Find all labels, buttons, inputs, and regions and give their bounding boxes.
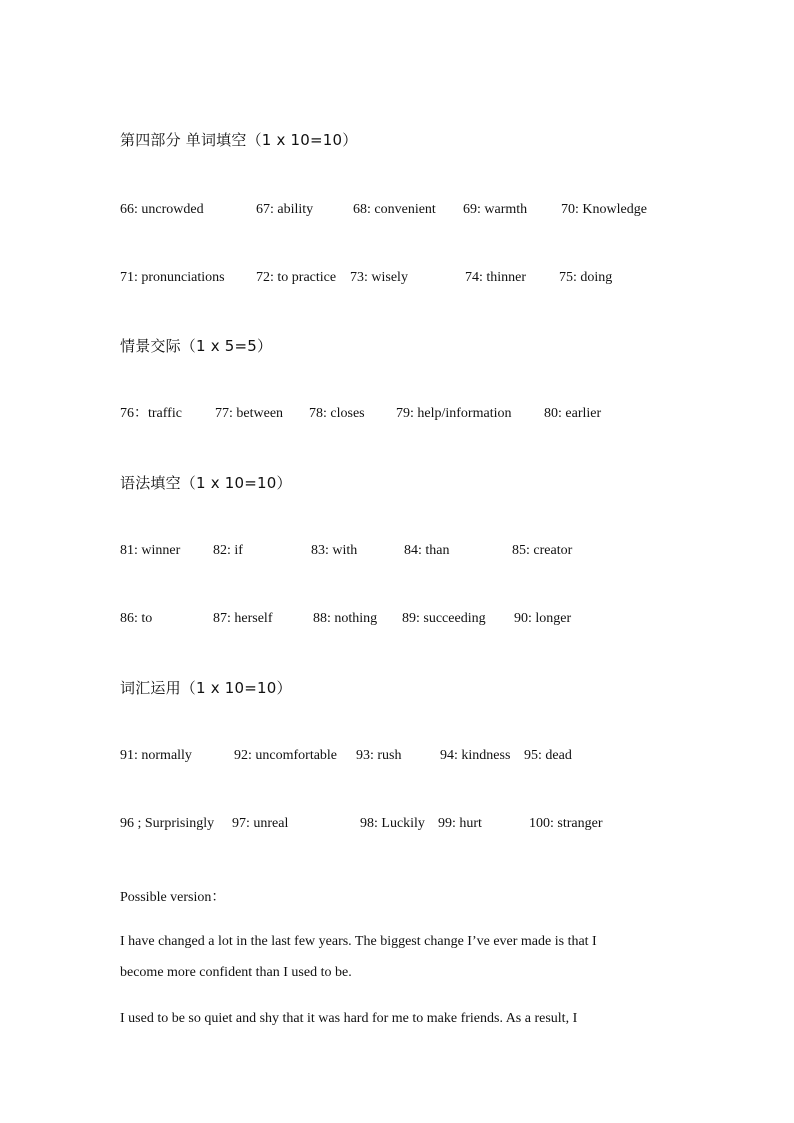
answer-79: 79: help/information (396, 406, 512, 421)
answer-85: 85: creator (512, 543, 573, 558)
answer-68: 68: convenient (353, 202, 436, 217)
answer-87: 87: herself (213, 611, 273, 626)
answer-75: 75: doing (559, 270, 613, 285)
answer-74: 74: thinner (465, 270, 527, 285)
answer-69: 69: warmth (463, 202, 528, 217)
answer-91: 91: normally (120, 748, 192, 763)
answer-90: 90: longer (514, 611, 572, 626)
answer-84: 84: than (404, 543, 450, 558)
essay-line-1: I have changed a lot in the last few years. The biggest change I’ve ever made is that I (120, 934, 597, 949)
essay-line-2: become more confident than I used to be. (120, 965, 352, 980)
answer-95: 95: dead (524, 748, 572, 763)
answer-82: 82: if (213, 543, 243, 558)
answer-73: 73: wisely (350, 270, 408, 285)
answer-67: 67: ability (256, 202, 314, 217)
answer-88: 88: nothing (313, 611, 378, 626)
grammar-heading: 语法填空（1 x 10=10） (120, 474, 292, 492)
answer-81: 81: winner (120, 543, 181, 558)
answer-71: 71: pronunciations (120, 270, 225, 285)
answer-92: 92: uncomfortable (234, 748, 338, 763)
answer-98: 98: Luckily (360, 816, 425, 831)
answer-78: 78: closes (309, 406, 365, 421)
answer-93: 93: rush (356, 748, 402, 763)
answer-99: 99: hurt (438, 816, 482, 831)
answer-97: 97: unreal (232, 816, 289, 831)
answer-83: 83: with (311, 543, 358, 558)
answer-76: 76：traffic (120, 406, 182, 421)
vocab-heading: 词汇运用（1 x 10=10） (120, 679, 292, 697)
answer-66: 66: uncrowded (120, 202, 204, 217)
situational-heading: 情景交际（1 x 5=5） (120, 337, 273, 355)
section4-heading: 第四部分 单词填空（1 x 10=10） (120, 131, 358, 149)
answer-80: 80: earlier (544, 406, 602, 421)
answer-77: 77: between (215, 406, 284, 421)
answer-72: 72: to practice (256, 270, 337, 285)
answer-96: 96 ; Surprisingly (120, 816, 215, 831)
answer-89: 89: succeeding (402, 611, 486, 626)
essay-line-3: I used to be so quiet and shy that it was hard for me to make friends. As a result, I (120, 1011, 578, 1026)
answer-70: 70: Knowledge (561, 202, 647, 217)
answer-86: 86: to (120, 611, 153, 626)
answer-94: 94: kindness (440, 748, 511, 763)
answer-100: 100: stranger (529, 816, 603, 831)
essay-label: Possible version： (120, 890, 226, 905)
